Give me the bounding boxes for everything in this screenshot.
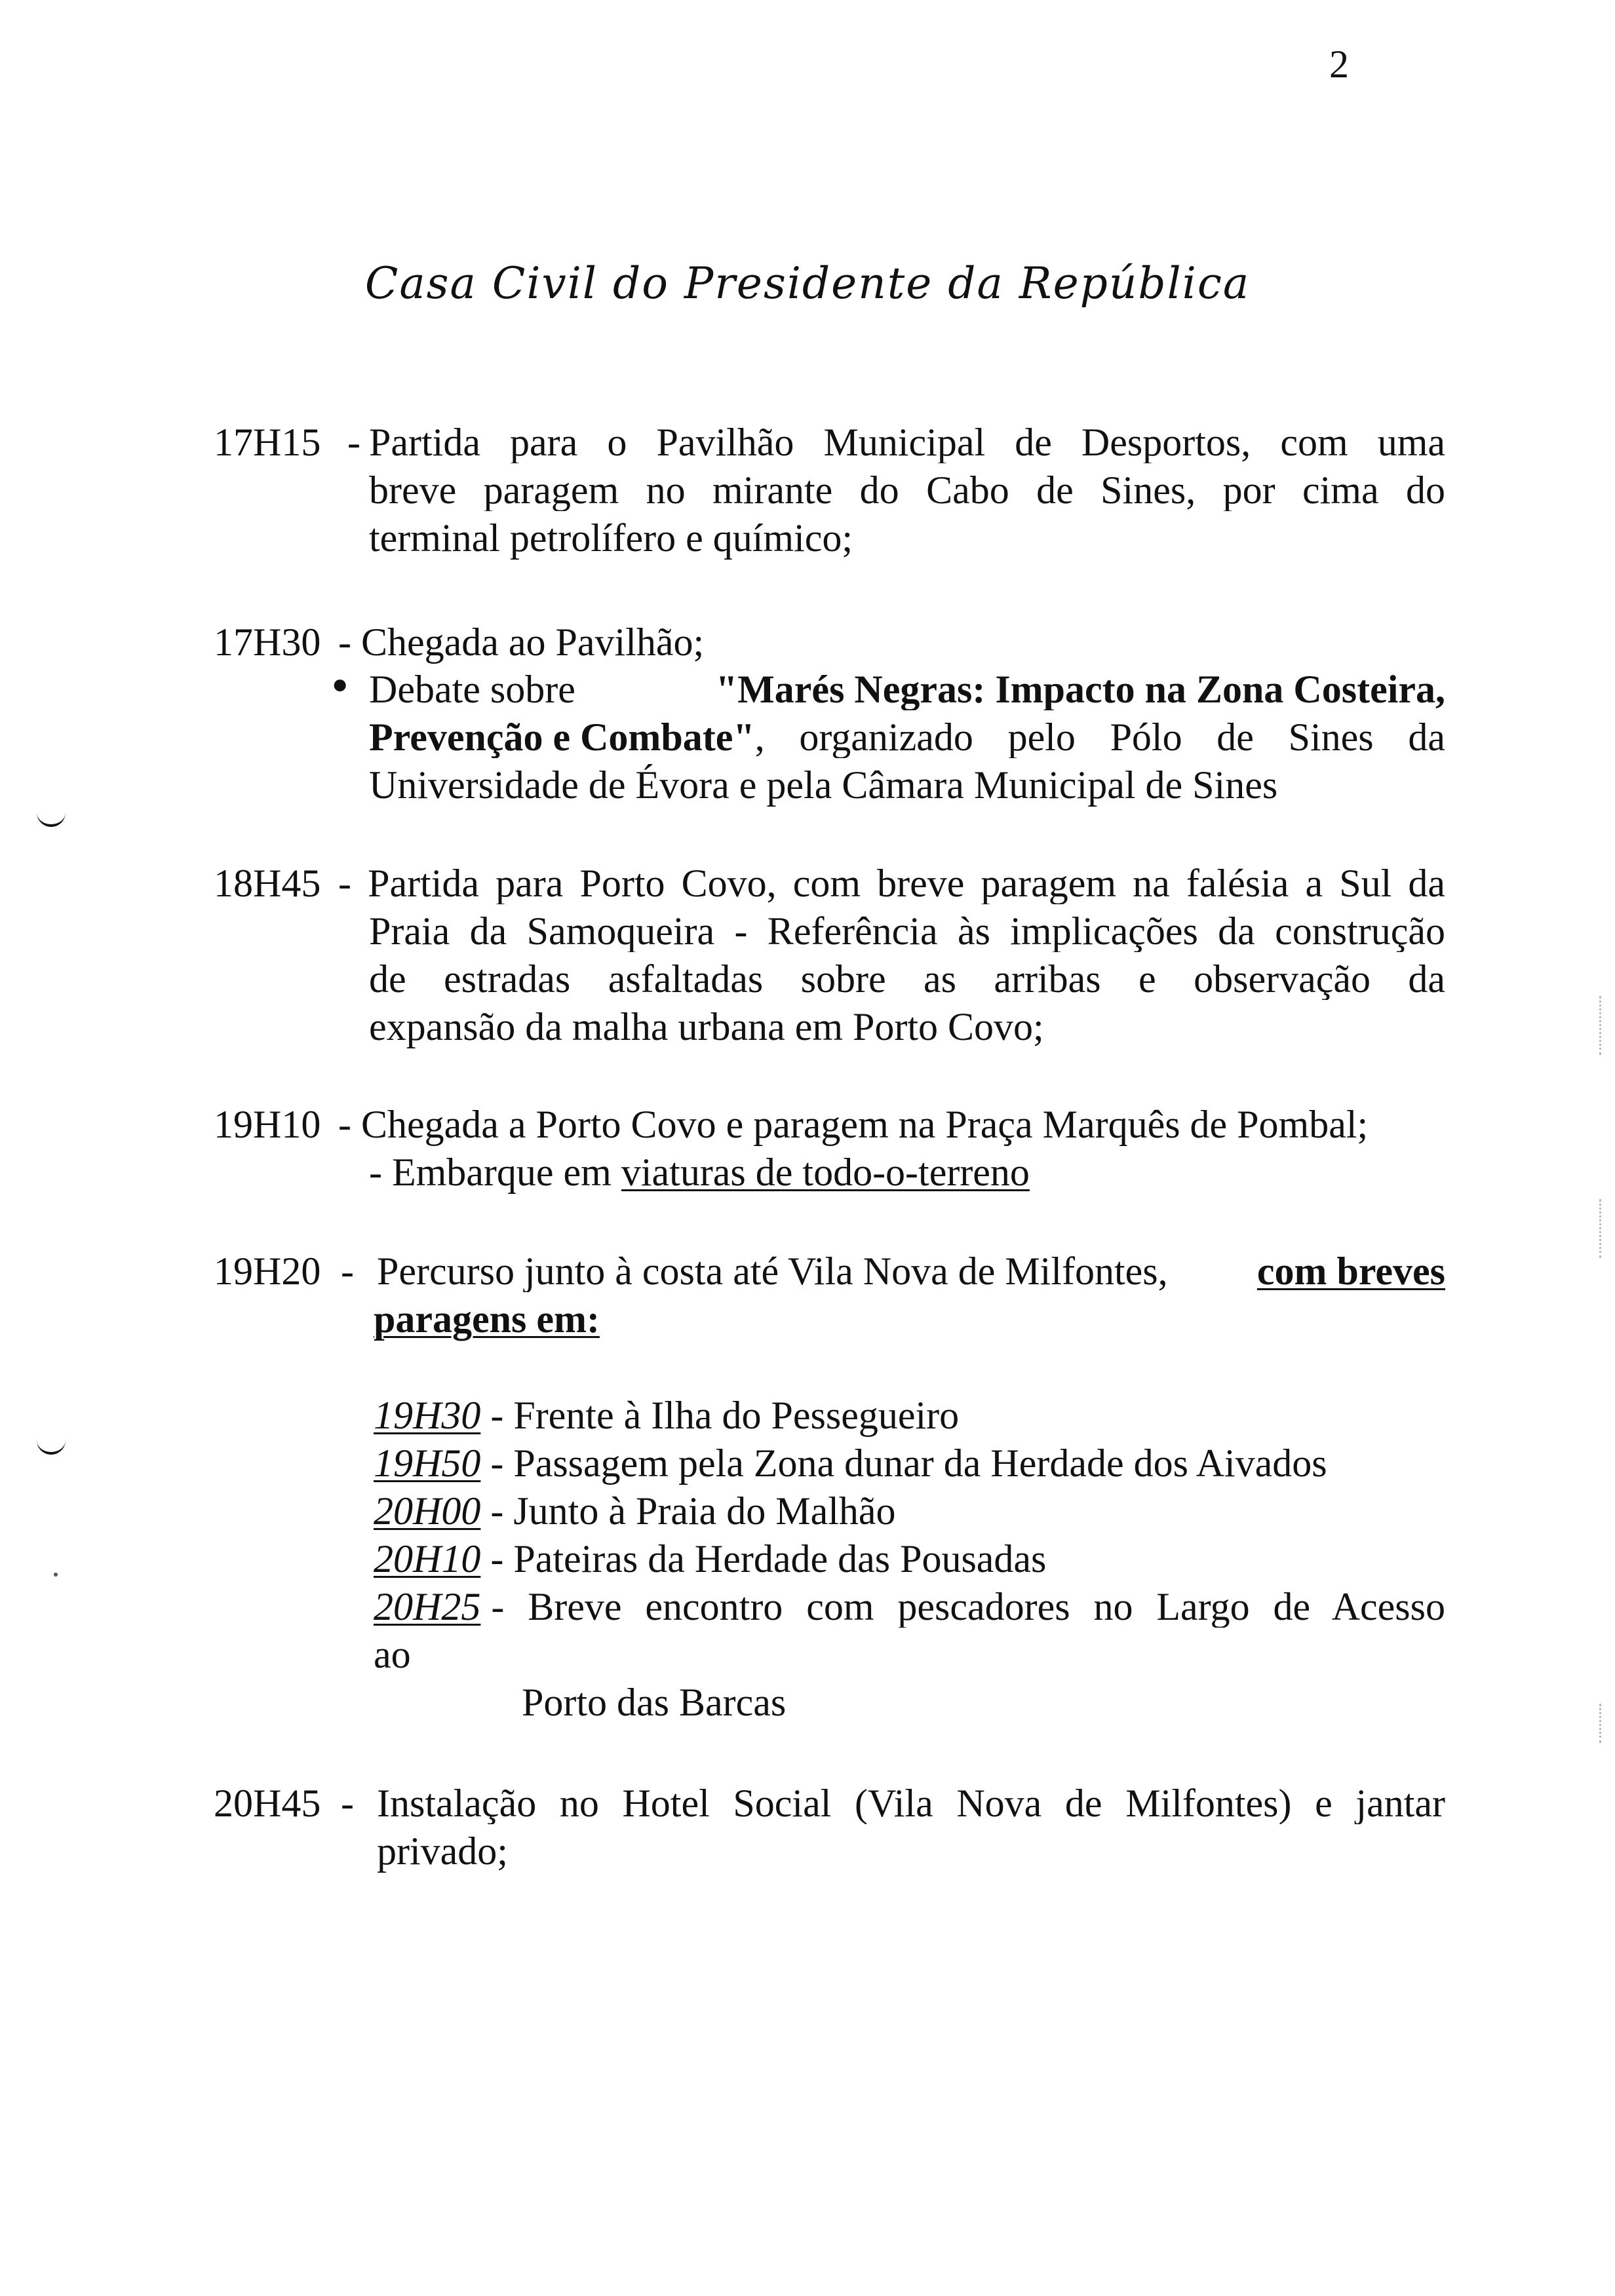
entry-dash: - [341, 1782, 354, 1825]
entry-text-line: de estradas asfaltadas sobre as arribas e observação da [369, 959, 1445, 1000]
boarding-prefix: - Embarque em [369, 1151, 612, 1194]
entry-text-line [377, 1252, 1445, 1292]
stop-time: 20H00 [374, 1489, 481, 1533]
stop-item [374, 1491, 896, 1531]
entry-text-line: Praia da Samoqueira - Referência às implicações da construção [369, 911, 1445, 952]
stop-time: 20H10 [374, 1537, 481, 1580]
entry-time: 17H30 [214, 621, 321, 664]
stop-description: - Breve encontro com pescadores no Largo de Acesso [491, 1587, 1445, 1628]
margin-mark [37, 810, 66, 827]
route-description: Percurso junto à costa até Vila Nova de Milfontes, [377, 1252, 1168, 1292]
entry-time: 19H20 [214, 1250, 321, 1293]
debate-organizer: , organizado pelo Pólo de Sines da [754, 718, 1445, 758]
stops-heading-part-2: paragens em: [374, 1297, 600, 1341]
stop-time: 19H50 [374, 1442, 481, 1485]
entry-text-line: - Chegada ao Pavilhão; [338, 621, 705, 664]
page-edge-marks [1599, 1704, 1604, 1743]
margin-dot [54, 1573, 58, 1577]
entry-text-line: breve paragem no mirante do Cabo de Sines, por cima do [369, 470, 1445, 511]
entry-text-line: Partida para o Pavilhão Municipal de Desportos, com uma [369, 423, 1445, 463]
entry-text-line: expansão da malha urbana em Porto Covo; [369, 1005, 1044, 1048]
entry-text-line: - Partida para Porto Covo, com breve paragem na falésia a Sul da [338, 864, 1445, 904]
stop-description: - Frente à Ilha do Pessegueiro [490, 1394, 960, 1437]
page-edge-marks [1599, 996, 1604, 1055]
debate-title-part-1: "Marés Negras: Impacto na Zona Costeira, [715, 670, 1445, 710]
page-number: 2 [1329, 43, 1349, 86]
stop-item [374, 1587, 1445, 1628]
entry-time: 20H45 [214, 1782, 321, 1825]
stop-continuation: ao [374, 1633, 411, 1676]
stops-heading-part-1: com breves [1256, 1252, 1445, 1292]
debate-prefix: Debate sobre [369, 670, 575, 710]
stop-continuation: Porto das Barcas [522, 1681, 787, 1724]
entry-text-line [369, 718, 1445, 758]
stop-time: 19H30 [374, 1394, 481, 1437]
page-edge-marks [1599, 1199, 1604, 1258]
entry-text-line: privado; [377, 1829, 508, 1873]
entry-time: 19H10 [214, 1103, 321, 1146]
entry-text-line: terminal petrolífero e químico; [369, 516, 853, 560]
letterhead: Casa Civil do Presidente da República [364, 258, 1251, 309]
stop-item [374, 1396, 959, 1435]
entry-text-line: Instalação no Hotel Social (Vila Nova de Milfontes) e jantar [377, 1784, 1445, 1824]
stop-description: - Pateiras da Herdade das Pousadas [490, 1537, 1047, 1580]
entry-dash: - [347, 421, 360, 464]
entry-dash: - [341, 1250, 354, 1293]
vehicle-type: viaturas de todo-o-terreno [621, 1151, 1030, 1194]
entry-text-line [369, 670, 1445, 710]
stop-description: - Passagem pela Zona dunar da Herdade dos Aivados [490, 1442, 1327, 1485]
margin-mark [37, 1438, 66, 1455]
stop-description: - Junto à Praia do Malhão [490, 1489, 896, 1533]
stop-item [374, 1539, 1046, 1578]
entry-text-line [369, 1153, 1030, 1192]
entry-time: 17H15 [214, 421, 321, 464]
debate-title-part-2: Prevenção e Combate" [369, 718, 755, 758]
stop-item [374, 1444, 1327, 1483]
stop-time: 20H25 [374, 1587, 481, 1628]
entry-time: 18H45 [214, 862, 321, 905]
bullet-icon: ● [332, 670, 349, 700]
entry-text-line: - Chegada a Porto Covo e paragem na Praça Marquês de Pombal; [338, 1103, 1369, 1146]
entry-text-line: Universidade de Évora e pela Câmara Municipal de Sines [369, 763, 1278, 807]
